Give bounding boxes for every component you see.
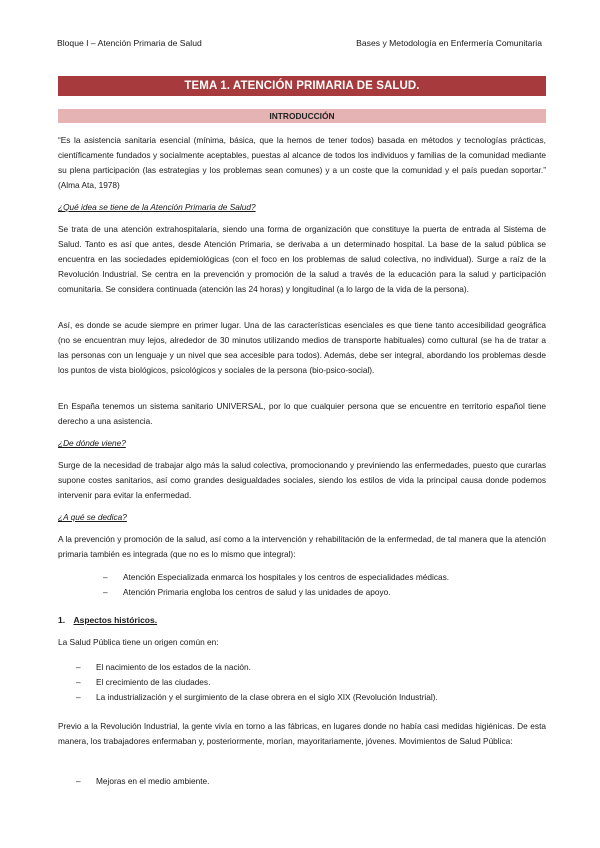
header-right: Bases y Metodología en Enfermería Comunitaria: [356, 38, 542, 48]
list-item: Atención Primaria engloba los centros de salud y las unidades de apoyo.: [123, 587, 391, 597]
paragraph-definition: Se trata de una atención extrahospitalaria, siendo una forma de organización que constituye la puerta de entrada al Sistema de Salud. Tanto es así que antes, desde Atención Primaria, se derivaba a un determinado hospital. La base de la salud pública se encuentra en las sociedades epidemiológicas (con el foco en los problemas de salud colectiva, no individual). Surge a raíz de la Revolución Industrial. Se centra en la prevención y promoción de la salud a través de la educación para la salud y participación comunitaria. Se considera continuada (atención las 24 horas) y longitudinal (a lo largo de la vida de la persona).: [58, 224, 546, 294]
list-bullet: –: [76, 692, 81, 702]
section-number: 1.: [58, 615, 66, 625]
paragraph-origin-common: La Salud Pública tiene un origen común en:: [58, 637, 219, 647]
paragraph-origin: Surge de la necesidad de trabajar algo más la salud colectiva, promocionando y previniendo las enfermedades, puesto que curarlas supone costes sanitarios, así como grandes desigualdades sociales, siendo los estilos de vida la principal causa donde podemos intervenir para evitar la enfermedad.: [58, 460, 546, 500]
intro-quote: “Es la asistencia sanitaria esencial (mínima, básica, que la hemos de tener todos) basada en métodos y tecnologías prácticas, científicamente fundados y socialmente aceptables, puestas al alcance de todos los individuos y familias de la comunidad mediante su plena participación (las estrategias y los problemas sean comunes) y a un coste que la comunidad y el país puedan soportar.” (Alma Ata, 1978): [58, 135, 546, 190]
header-left: Bloque I – Atención Primaria de Salud: [57, 38, 202, 48]
list-item: Atención Especializada enmarca los hospitales y los centros de especialidades médicas.: [123, 572, 450, 582]
list-bullet: –: [103, 572, 108, 582]
question-idea: ¿Qué idea se tiene de la Atención Primaria de Salud?: [58, 202, 256, 212]
list-item: La industrialización y el surgimiento de la clase obrera en el siglo XIX (Revolución Industrial).: [96, 692, 438, 702]
question-purpose: ¿A qué se dedica?: [58, 512, 127, 522]
paragraph-industrial: Previo a la Revolución Industrial, la gente vivía en torno a las fábricas, en lugares donde no había casi medidas higiénicas. De esta manera, los trabajadores enfermaban y, posteriormente, morían, mayoritariamente, jóvenes. Movimientos de Salud Pública:: [58, 721, 546, 746]
list-item: Mejoras en el medio ambiente.: [96, 776, 210, 786]
paragraph-universal: En España tenemos un sistema sanitario UNIVERSAL, por lo que cualquier persona que se encuentre en territorio español tiene derecho a una asistencia.: [58, 401, 546, 426]
list-item: El nacimiento de los estados de la nación.: [96, 662, 251, 672]
intro-heading: INTRODUCCIÓN: [58, 109, 546, 123]
section-heading: [58, 613, 157, 628]
paragraph-purpose: A la prevención y promoción de la salud, así como a la intervención y rehabilitación de la enfermedad, de tal manera que la atención primaria también es integrada (que no es lo mismo que integral):: [58, 534, 546, 559]
document-title: TEMA 1. ATENCIÓN PRIMARIA DE SALUD.: [58, 76, 546, 96]
question-origin: ¿De dónde viene?: [58, 438, 126, 448]
list-bullet: –: [76, 776, 81, 786]
list-bullet: –: [103, 587, 108, 597]
list-item: El crecimiento de las ciudades.: [96, 677, 211, 687]
section-title: Aspectos históricos.: [73, 615, 158, 625]
paragraph-accessibility: Así, es donde se acude siempre en primer lugar. Una de las características esenciales es que tiene tanto accesibilidad geográfica (no se encuentran muy lejos, alrededor de 30 minutos utilizando medios de transporte habituales) como cultural (se ha de tratar a las personas con un lenguaje y un nivel que sea accesible para todos). Además, debe ser integral, abordando los problemas desde los puntos de vista biológicos, psicológicos y sociales de la persona (bio-psico-social).: [58, 320, 546, 375]
list-bullet: –: [76, 662, 81, 672]
list-bullet: –: [76, 677, 81, 687]
